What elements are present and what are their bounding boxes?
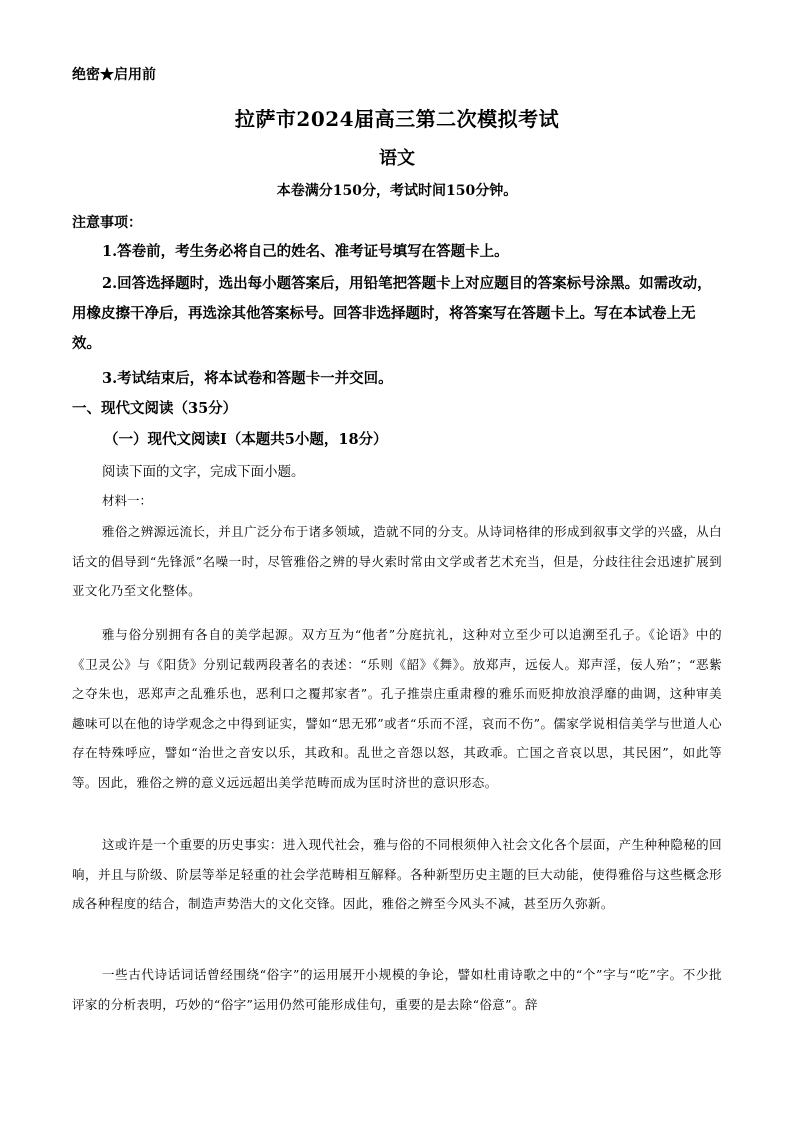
reading-instruction: 阅读下面的文字，完成下面小题。: [102, 464, 305, 480]
notice-item-1: 1.答卷前，考生务必将自己的姓名、准考证号填写在答题卡上。: [102, 243, 509, 260]
subject-title: 语文: [379, 148, 415, 169]
notice-item-3: 3.考试结束后，将本试卷和答题卡一并交回。: [102, 370, 393, 387]
score-info: 本卷满分150分，考试时间150分钟。: [276, 183, 518, 199]
exam-title: 拉萨市2024届高三第二次模拟考试: [234, 107, 560, 131]
paragraph-2: 雅与俗分别拥有各自的美学起源。双方互为“他者”分庭抗礼，这种对立至少可以追溯至孔子。《论语》中的《卫灵公》与《阳货》分别记载两段著名的表述：“乐则《韶》《舞》。放郑声，远佞人。郑声淫，佞人殆”；“恶紫之夺朱也，恶郑声之乱雅乐也，恶利口之覆邦家者”。孔子推崇庄重肃穆的雅乐而贬抑放浪浮靡的曲调，这种审美趣味可以在他的诗学观念之中得到证实，譬如“思无邪”或者“乐而不淫，哀而不伤”。儒家学说相信美学与世道人心存在特殊呼应，譬如“治世之音安以乐，其政和。乱世之音怨以怒，其政乖。亡国之音哀以思，其民困”，如此等等。因此，雅俗之辨的意义远远超出美学范畴而成为匡时济世的意识形态。: [72, 627, 722, 790]
paragraph-4: 一些古代诗话词话曾经围绕“俗字”的运用展开小规模的争论，譬如杜甫诗歌之中的“个”字与“吃”字。不少批评家的分析表明，巧妙的“俗字”运用仍然可能形成佳句，重要的是去除“俗意”。辞: [72, 967, 722, 1012]
subsection-title: （一）现代文阅读Ⅰ（本题共5小题，18分）: [104, 431, 388, 448]
paragraph-1: 雅俗之辨源远流长，并且广泛分布于诸多领域，造就不同的分支。从诗词格律的形成到叙事文学的兴盛，从白话文的倡导到“先锋派”名噪一时，尽管雅俗之辨的导火索时常由文学或者艺术充当，但是，分歧往往会迅速扩展到亚文化乃至文化整体。: [72, 524, 722, 598]
notice-item-2: 2.回答选择题时，选出每小题答案后，用铅笔把答题卡上对应题目的答案标号涂黑。如需改动，用橡皮擦干净后，再选涂其他答案标号。回答非选择题时，将答案写在答题卡上。写在本试卷上无效。: [72, 275, 712, 352]
paragraph-3: 这或许是一个重要的历史事实：进入现代社会，雅与俗的不同根须伸入社会文化各个层面，产生种种隐秘的回响，并且与阶级、阶层等举足轻重的社会学范畴相互解释。各种新型历史主题的巨大动能，使得雅俗与这些概念形成各种程度的结合，制造声势浩大的文化交锋。因此，雅俗之辨至今风头不减，甚至历久弥新。: [72, 837, 722, 911]
material-label: 材料一：: [102, 493, 153, 508]
section-title: 一、现代文阅读（35分）: [72, 400, 238, 417]
secret-mark: 绝密★启用前: [72, 67, 156, 83]
notice-heading: 注意事项：: [72, 215, 142, 231]
